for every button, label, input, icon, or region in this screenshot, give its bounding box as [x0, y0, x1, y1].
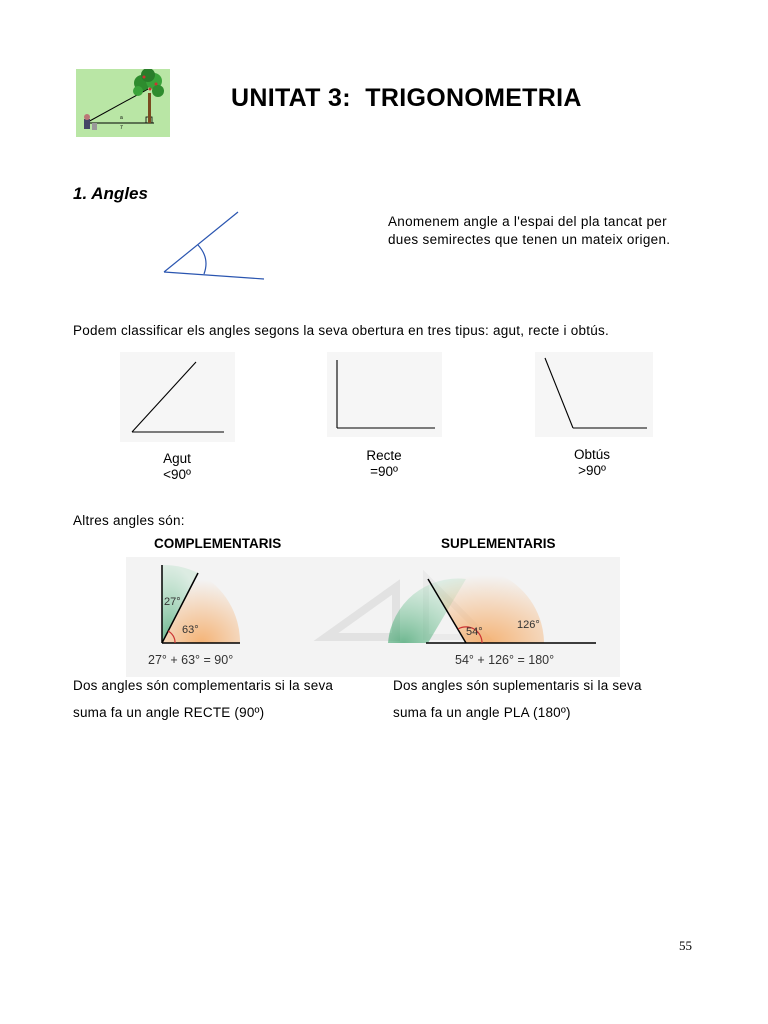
supp-angle-b: 126° [517, 619, 540, 631]
right-rule: =90º [370, 464, 398, 479]
logo-tree-triangle-icon [76, 69, 170, 137]
svg-text:7: 7 [120, 125, 123, 131]
complementary-text-line1: Dos angles són complementaris si la seva [73, 678, 334, 693]
supp-equation: 54° + 126° = 180° [455, 653, 555, 667]
complementary-supplementary-figure [126, 557, 620, 677]
other-angles-intro: Altres angles són: [73, 513, 185, 528]
right-label: Recte [366, 448, 402, 463]
complementary-heading: COMPLEMENTARIS [154, 536, 282, 551]
section-heading: 1. Angles [73, 184, 148, 203]
supplementary-text-line1: Dos angles són suplementaris si la seva [393, 678, 642, 693]
comp-angle-a: 27° [164, 596, 181, 608]
supp-angle-a: 54° [466, 626, 483, 638]
right-angle-diagram [327, 352, 442, 437]
obtuse-angle-diagram [535, 352, 653, 437]
acute-rule: <90º [163, 467, 191, 482]
angle-definition: Anomenem angle a l'espai del pla tancat per dues semirectes que tenen un mateix origen. [388, 214, 671, 247]
classification-text: Podem classificar els angles segons la seva obertura en tres tipus: agut, recte i obtús. [73, 323, 610, 338]
svg-text:a: a [120, 115, 123, 121]
supplementary-text-line2: suma fa un angle PLA (180º) [393, 705, 571, 720]
obtuse-label: Obtús [573, 447, 611, 462]
acute-label: Agut [163, 451, 191, 466]
page-number: 55 [679, 938, 692, 953]
acute-angle-diagram [120, 352, 235, 442]
comp-angle-b: 63° [182, 624, 199, 636]
angle-diagram [158, 208, 268, 288]
obtuse-rule: >90º [578, 463, 606, 478]
page-title: UNITAT 3: TRIGONOMETRIA [231, 84, 582, 112]
supplementary-heading: SUPLEMENTARIS [441, 536, 556, 551]
complementary-text-line2: suma fa un angle RECTE (90º) [73, 705, 265, 720]
comp-equation: 27° + 63° = 90° [148, 653, 234, 667]
